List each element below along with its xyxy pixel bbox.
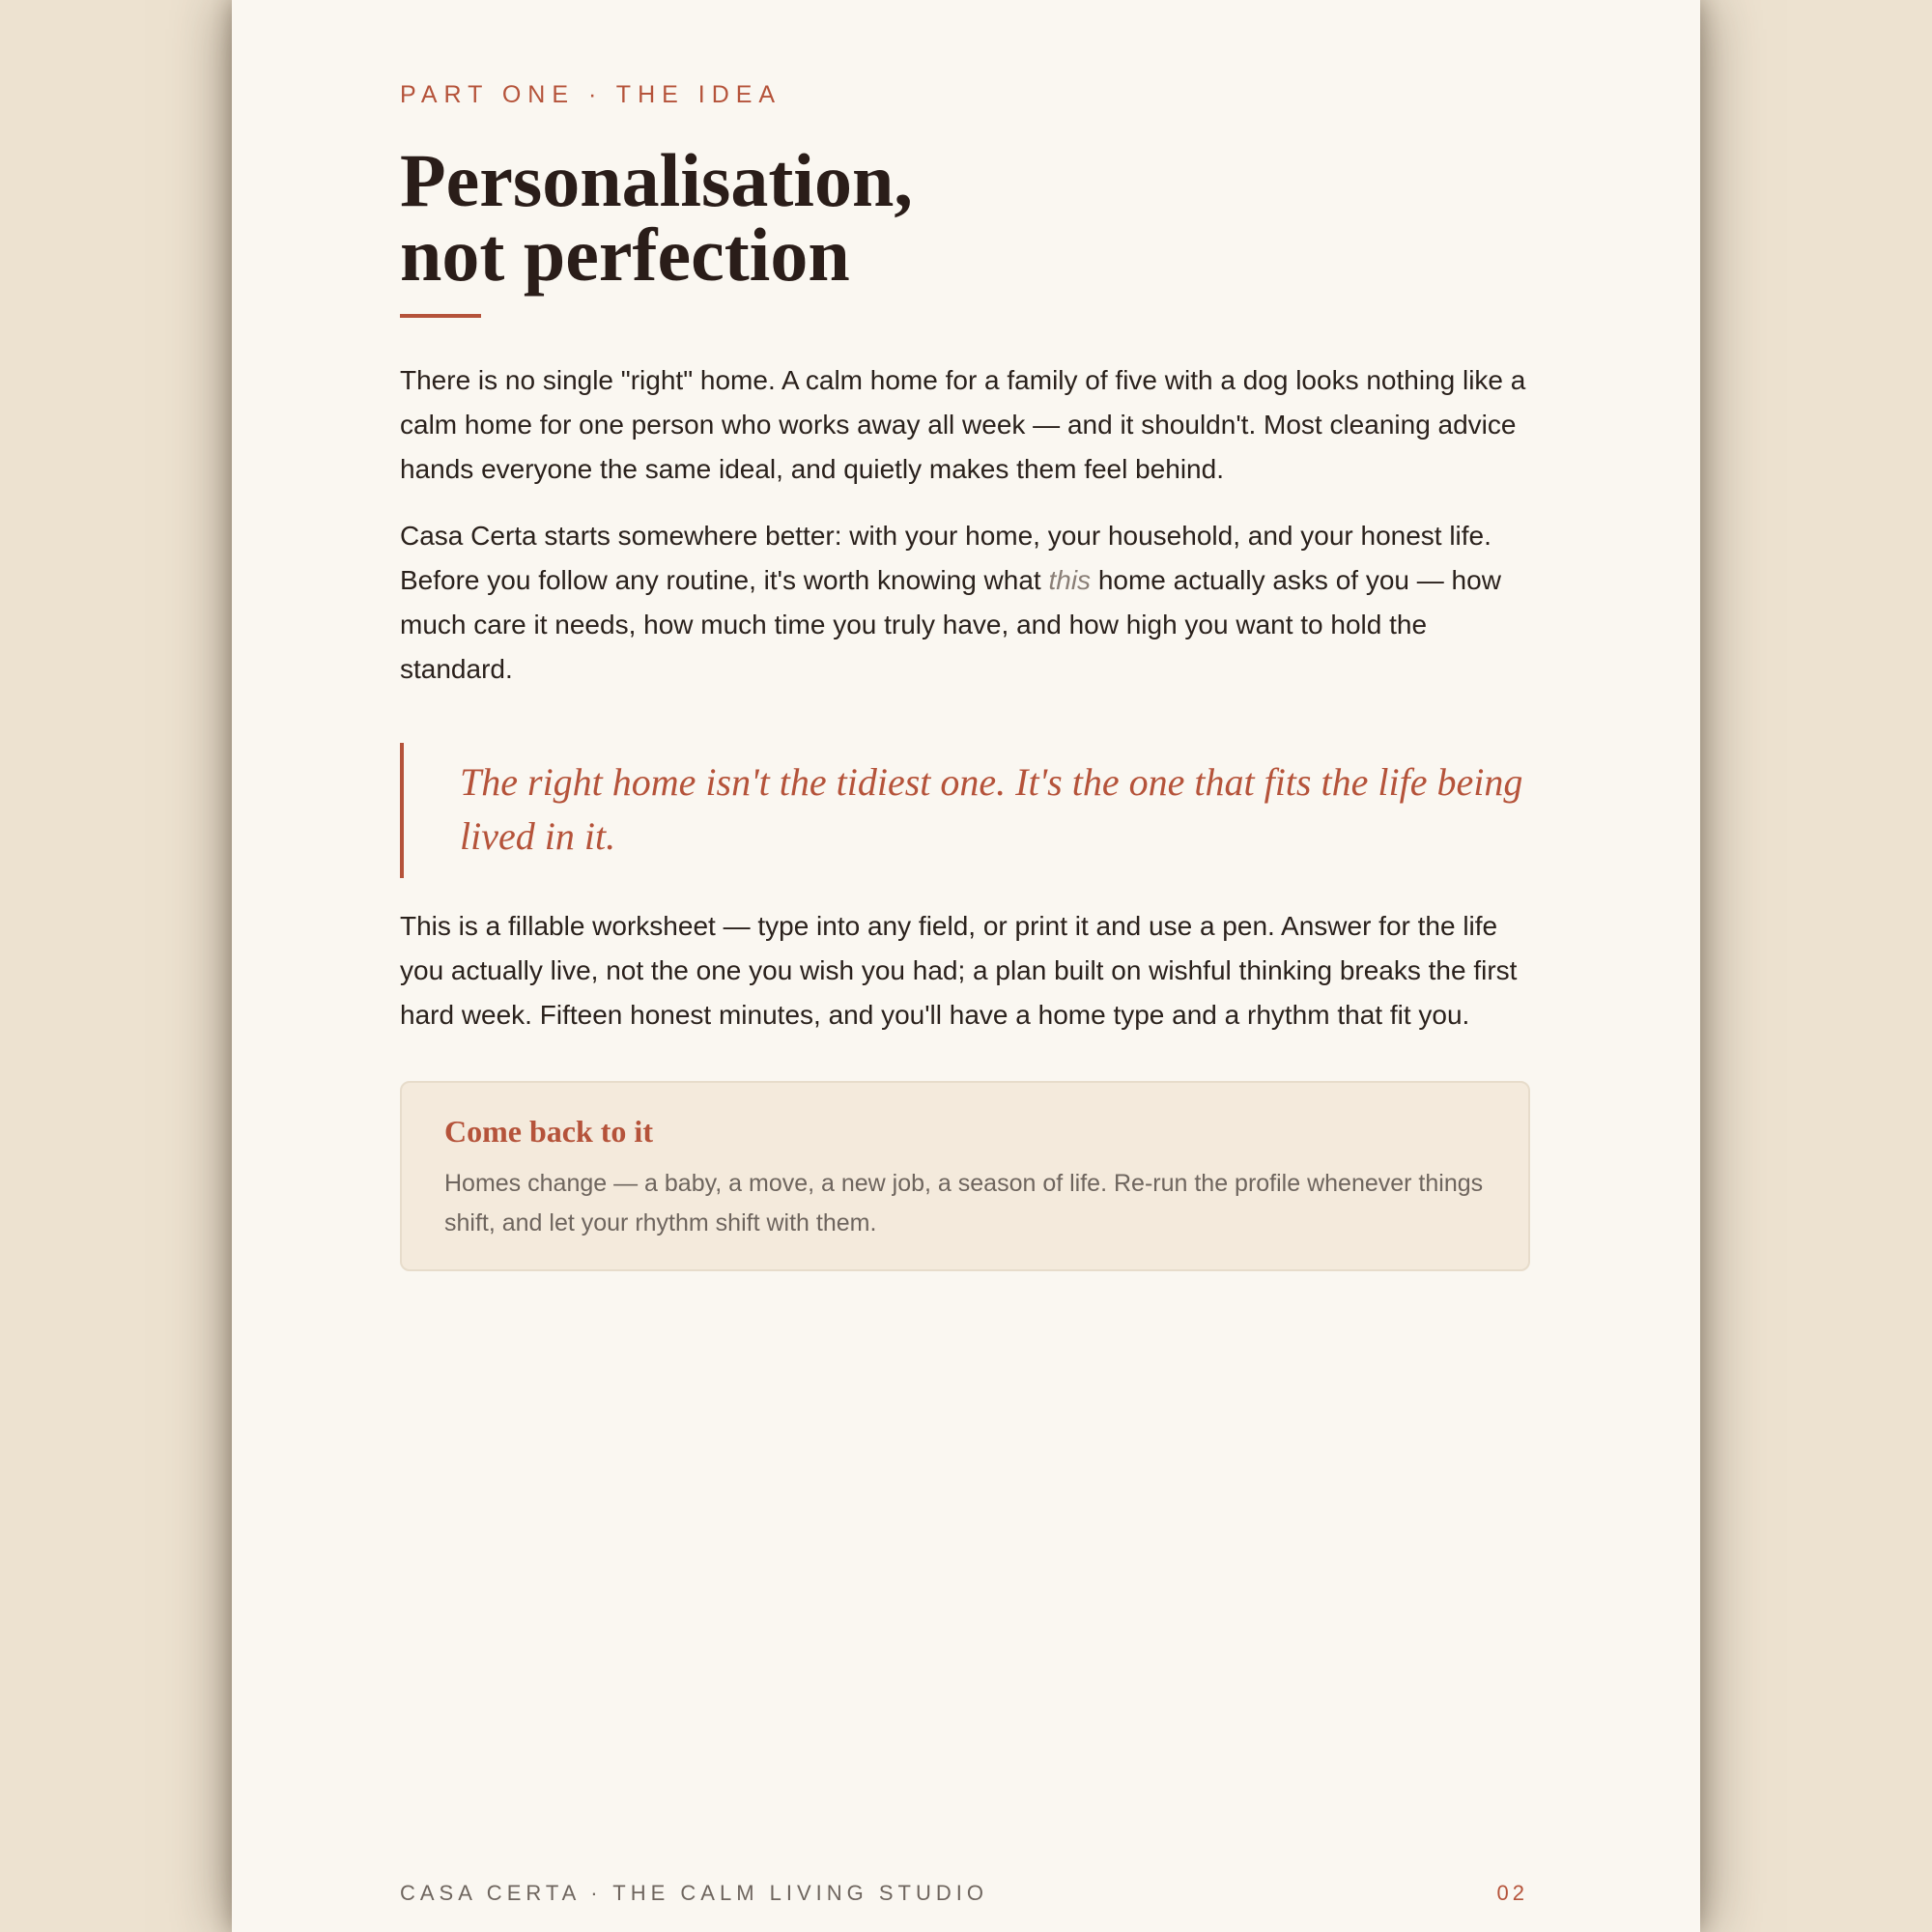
section-kicker: PART ONE · THE IDEA (400, 81, 782, 108)
worksheet-page (232, 0, 1700, 1932)
emphasis-word: this (1048, 565, 1092, 595)
title-divider (400, 314, 481, 318)
callout-title: Come back to it (444, 1114, 653, 1149)
pull-quote-text: The right home isn't the tidiest one. It's the one that fits the life being lived in it. (460, 760, 1523, 858)
page-title-line-1: Personalisation, (400, 138, 913, 222)
approach-paragraph (400, 514, 1535, 692)
footer-brand: CASA CERTA · THE CALM LIVING STUDIO (400, 1881, 988, 1905)
callout-body: Homes change — a baby, a move, a new job, a season of life. Re-run the profile whenever things shift, and let your rhythm shift with them. (444, 1170, 1484, 1236)
tip-callout (400, 1081, 1530, 1271)
page-number: 02 (1496, 1881, 1528, 1905)
approach-text-start: Casa Certa starts somewhere better: with your home, your household, and your honest life. Before you follow any routine, it's worth knowing what (400, 521, 1492, 595)
approach-text-end: home actually asks of you — how much care it needs, how much time you truly have, and how high you want to hold the standard. (400, 565, 1501, 684)
page-title (400, 138, 1530, 297)
page-title-line-2: not perfection (400, 213, 850, 297)
intro-paragraph: There is no single "right" home. A calm home for a family of five with a dog looks nothing like a calm home for one person who works away all week — and it shouldn't. Most cleaning advice hands everyone the same ideal, and quietly makes them feel behind. (400, 365, 1526, 484)
instructions-paragraph: This is a fillable worksheet — type into any field, or print it and use a pen. Answer for the life you actually live, not the one you wish you had; a plan built on wishful thinking breaks the first hard week. Fifteen honest minutes, and you'll have a home type and a rhythm that fit you. (400, 911, 1518, 1030)
pull-quote (400, 743, 1530, 878)
